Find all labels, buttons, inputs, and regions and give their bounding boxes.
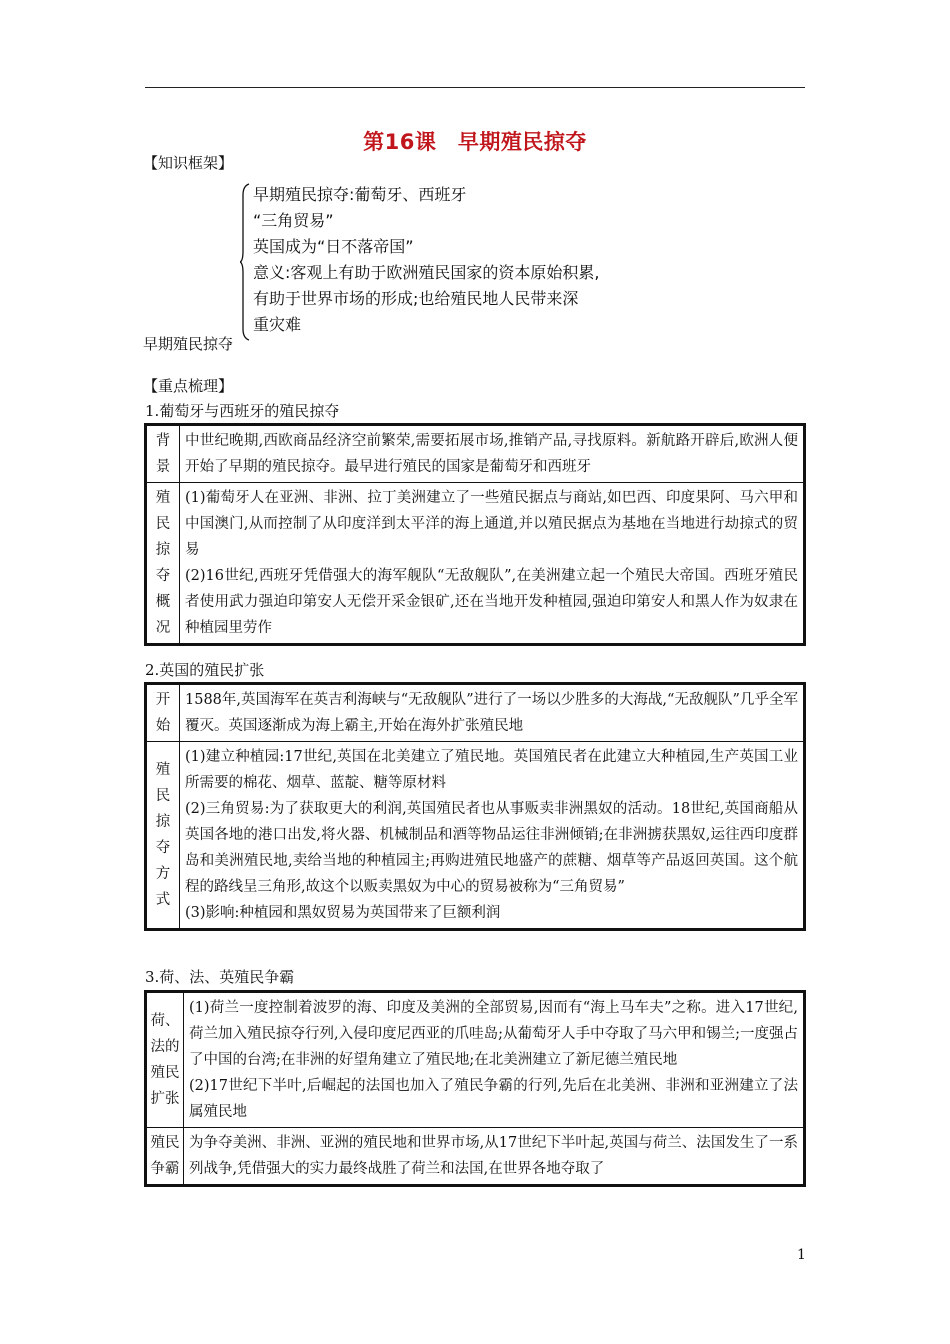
row-content: 为争夺美洲、非洲、亚洲的殖民地和世界市场,从17世纪下半叶起,英国与荷兰、法国发生了一系列战争,凭借强大的实力最终战胜了荷兰和法国,在世界各地夺取了 [184, 1128, 805, 1186]
row-header: 殖民掠夺方式 [146, 742, 180, 930]
section2-table [144, 682, 806, 931]
row-content: 1588年,英国海军在英吉利海峡与“无敌舰队”进行了一场以少胜多的大海战,“无敌舰队”几乎全军覆灭。英国逐渐成为海上霸主,开始在海外扩张殖民地 [180, 684, 805, 742]
section-heading: 2.英国的殖民扩张 [145, 661, 265, 679]
paragraph: (2)16世纪,西班牙凭借强大的海军舰队“无敌舰队”,在美洲建立起一个殖民大帝国。西班牙殖民者使用武力强迫印第安人无偿开采金银矿,还在当地开发种植园,强迫印第安人和黑人作为奴隶在种植园里劳作 [185, 568, 798, 636]
paragraph: (3)影响:种植园和黑奴贸易为英国带来了巨额利润 [185, 905, 501, 921]
table-row [146, 684, 805, 742]
page-title: 第16课 早期殖民掠夺 [363, 130, 587, 154]
framework-item: 英国成为“日不落帝国” [253, 237, 414, 256]
row-content [184, 992, 805, 1128]
table-row [146, 992, 805, 1128]
table-row [146, 483, 805, 645]
row-header: 开始 [146, 684, 180, 742]
table-row [146, 742, 805, 930]
table-row [146, 1128, 805, 1186]
row-content [180, 483, 805, 645]
section3-table [144, 990, 806, 1187]
page-number: 1 [797, 1247, 806, 1263]
row-content [180, 742, 805, 930]
paragraph: (1)建立种植园:17世纪,英国在北美建立了殖民地。英国殖民者在此建立大种植园,生产英国工业所需要的棉花、烟草、蓝靛、糖等原材料 [185, 749, 798, 791]
header-rule [145, 87, 805, 88]
framework-list [253, 182, 599, 338]
row-header: 殖民争霸 [146, 1128, 184, 1186]
framework-item: 早期殖民掠夺:葡萄牙、西班牙 [253, 185, 467, 204]
framework-item: 重灾难 [253, 315, 302, 334]
section1-table [144, 423, 806, 646]
brace-icon [240, 183, 250, 341]
paragraph: (1)荷兰一度控制着波罗的海、印度及美洲的全部贸易,因而有“海上马车夫”之称。进入17世纪,荷兰加入殖民掠夺行列,入侵印度尼西亚的爪哇岛;从葡萄牙人手中夺取了马六甲和锡兰;一度强占了中国的台湾;在非洲的好望角建立了殖民地;在北美洲建立了新尼德兰殖民地 [189, 1000, 798, 1068]
section-heading: 1.葡萄牙与西班牙的殖民掠夺 [145, 402, 340, 420]
framework-label: 【知识框架】 [143, 154, 234, 172]
table-row [146, 425, 805, 483]
row-header: 荷、法的殖民扩张 [146, 992, 184, 1128]
framework-item: 有助于世界市场的形成;也给殖民地人民带来深 [253, 289, 579, 308]
row-header: 背景 [146, 425, 180, 483]
framework-item: 意义:客观上有助于欧洲殖民国家的资本原始积累, [253, 263, 600, 282]
framework-item: “三角贸易” [253, 211, 334, 230]
row-content: 中世纪晚期,西欧商品经济空前繁荣,需要拓展市场,推销产品,寻找原料。新航路开辟后,欧洲人便开始了早期的殖民掠夺。最早进行殖民的国家是葡萄牙和西班牙 [180, 425, 805, 483]
paragraph: (1)葡萄牙人在亚洲、非洲、拉丁美洲建立了一些殖民据点与商站,如巴西、印度果阿、马六甲和中国澳门,从而控制了从印度洋到太平洋的海上通道,并以殖民据点为基地在当地进行劫掠式的贸易 [185, 490, 798, 558]
key-points-label: 【重点梳理】 [143, 377, 234, 395]
section-heading: 3.荷、法、英殖民争霸 [145, 968, 295, 986]
paragraph: (2)三角贸易:为了获取更大的利润,英国殖民者也从事贩卖非洲黑奴的活动。18世纪,英国商船从英国各地的港口出发,将火器、机械制品和酒等物品运往非洲倾销;在非洲掳获黑奴,运往西印度群岛和美洲殖民地,卖给当地的种植园主;再购进殖民地盛产的蔗糖、烟草等产品返回英国。这个航程的路线呈三角形,故这个以贩卖黑奴为中心的贸易被称为“三角贸易” [185, 801, 798, 895]
paragraph: (2)17世纪下半叶,后崛起的法国也加入了殖民争霸的行列,先后在北美洲、非洲和亚洲建立了法属殖民地 [189, 1078, 798, 1120]
framework-root: 早期殖民掠夺 [143, 335, 234, 353]
row-header: 殖民掠夺概况 [146, 483, 180, 645]
